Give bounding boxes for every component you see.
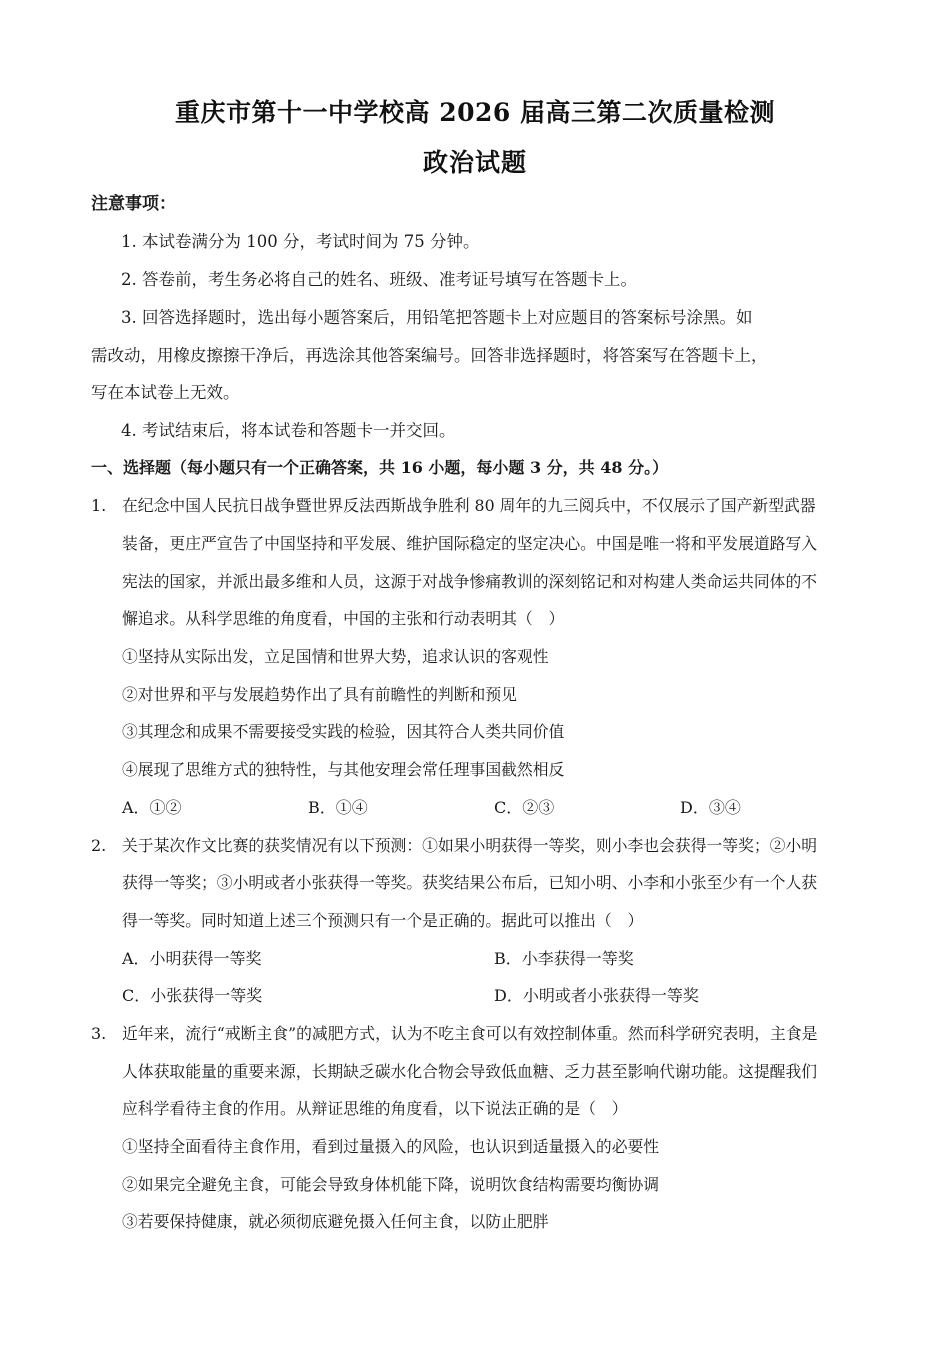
question-text: 应科学看待主食的作用。从辩证思维的角度看，以下说法正确的是（ ）	[122, 1099, 628, 1118]
question-number: 3.	[91, 1024, 107, 1043]
statement: ①坚持从实际出发，立足国情和世界大势，追求认识的客观性	[122, 647, 549, 666]
question-text: 获得一等奖；③小明或者小张获得一等奖。获奖结果公布后，已知小明、小李和小张至少有一个人获	[122, 873, 818, 892]
question-text: 得一等奖。同时知道上述三个预测只有一个是正确的。据此可以推出（ ）	[122, 911, 644, 930]
question-text: 懈追求。从科学思维的角度看，中国的主张和行动表明其（ ）	[122, 609, 565, 628]
statement: ③若要保持健康，就必须彻底避免摄入任何主食，以防止肥胖	[122, 1212, 549, 1231]
question-text: 在纪念中国人民抗日战争暨世界反法西斯战争胜利 80 周年的九三阅兵中，不仅展示了国产新型武器	[122, 496, 816, 515]
option-c: C．小张获得一等奖	[122, 986, 263, 1005]
exam-title: 重庆市第十一中学校高 2026 届高三第二次质量检测	[175, 98, 775, 127]
option-b: B．小李获得一等奖	[494, 949, 634, 968]
question-text: 宪法的国家，并派出最多维和人员，这源于对战争惨痛教训的深刻铭记和对构建人类命运共同体的不	[122, 572, 818, 591]
question-number: 1.	[91, 496, 107, 515]
statement: ②对世界和平与发展趋势作出了具有前瞻性的判断和预见	[122, 685, 517, 704]
notice-heading: 注意事项：	[91, 194, 176, 214]
statement: ③其理念和成果不需要接受实践的检验，因其符合人类共同价值	[122, 722, 565, 741]
notice-item: 写在本试卷上无效。	[91, 383, 240, 402]
notice-item: 3. 回答选择题时，选出每小题答案后，用铅笔把答题卡上对应题目的答案标号涂黑。如	[121, 308, 753, 327]
option-a: A．①②	[122, 798, 182, 817]
question-text: 近年来，流行“戒断主食”的减肥方式，认为不吃主食可以有效控制体重。然而科学研究表明，主食是	[122, 1024, 818, 1043]
notice-item: 2. 答卷前，考生务必将自己的姓名、班级、准考证号填写在答题卡上。	[121, 270, 637, 289]
notice-item: 需改动，用橡皮擦擦干净后，再选涂其他答案编号。回答非选择题时，将答案写在答题卡上，	[91, 346, 768, 365]
statement: ①坚持全面看待主食作用，看到过量摄入的风险，也认识到适量摄入的必要性	[122, 1137, 660, 1156]
question-text: 装备，更庄严宣告了中国坚持和平发展、维护国际稳定的坚定决心。中国是唯一将和平发展道路写入	[122, 534, 818, 553]
section-heading: 一、选择题（每小题只有一个正确答案，共 16 小题，每小题 3 分，共 48 分。）	[91, 458, 669, 477]
question-text: 人体获取能量的重要来源，长期缺乏碳水化合物会导致低血糖、乏力甚至影响代谢功能。这提醒我们	[122, 1062, 818, 1081]
question-text: 关于某次作文比赛的获奖情况有以下预测：①如果小明获得一等奖，则小李也会获得一等奖；②小明	[122, 836, 818, 855]
option-a: A．小明获得一等奖	[122, 949, 262, 968]
notice-item: 4. 考试结束后，将本试卷和答题卡一并交回。	[121, 421, 456, 440]
statement: ②如果完全避免主食，可能会导致身体机能下降，说明饮食结构需要均衡协调	[122, 1175, 660, 1194]
subject-title: 政治试题	[422, 148, 527, 177]
option-d: D．③④	[680, 798, 741, 817]
option-c: C．②③	[494, 798, 555, 817]
statement: ④展现了思维方式的独特性，与其他安理会常任理事国截然相反	[122, 760, 565, 779]
notice-item: 1. 本试卷满分为 100 分，考试时间为 75 分钟。	[121, 232, 480, 251]
question-number: 2.	[91, 836, 107, 855]
option-b: B．①④	[308, 798, 368, 817]
option-d: D．小明或者小张获得一等奖	[494, 986, 699, 1005]
